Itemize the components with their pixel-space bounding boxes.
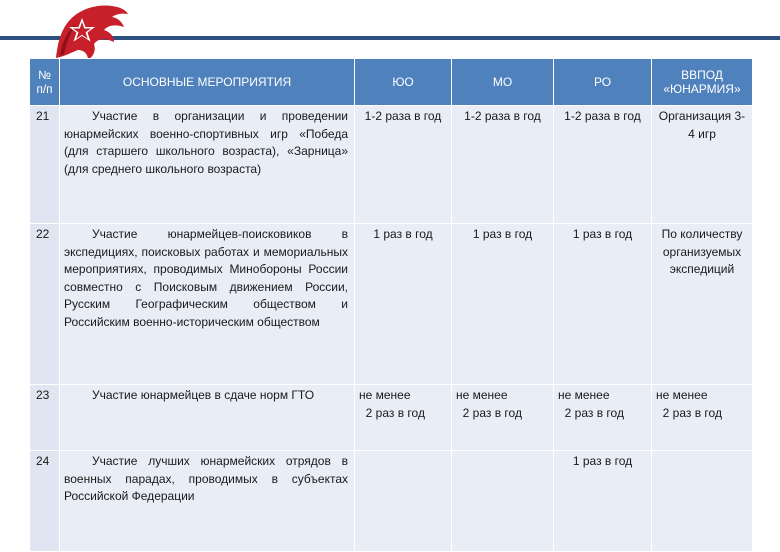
table-row [30, 385, 753, 451]
frequency-ro: 1 раз в год [554, 451, 652, 552]
frequency-mo: не менее 2 раз в год [452, 385, 554, 451]
table-row [30, 451, 753, 552]
events-table [29, 58, 753, 552]
col-header-event: ОСНОВНЫЕ МЕРОПРИЯТИЯ [60, 59, 355, 106]
frequency-ro: 1 раз в год [554, 224, 652, 385]
row-number: 21 [30, 106, 60, 224]
event-description: Участие юнармейцев-поисковиков в экспедициях, поисковых работах и мемориальных мероприятиях, проводимых Минобороны России совместно с Поисковым движением России, Русским Географическим обществом и Российским военно-историческим обществом [60, 224, 355, 385]
table-row [30, 106, 753, 224]
frequency-vvpod: не менее 2 раз в год [652, 385, 753, 451]
frequency-mo: 1-2 раза в год [452, 106, 554, 224]
col-header-num: № п/п [30, 59, 60, 106]
col-header-vvpod: ВВПОД «ЮНАРМИЯ» [652, 59, 753, 106]
event-description: Участие в организации и проведении юнармейских военно-спортивных игр «Победа (для старшего школьного возраста), «Зарница» (для среднего школьного возраста) [60, 106, 355, 224]
yunarmiya-logo-icon [48, 0, 130, 62]
col-header-ro: РО [554, 59, 652, 106]
frequency-mo [452, 451, 554, 552]
table-header-row [30, 59, 753, 106]
table-row [30, 224, 753, 385]
event-description: Участие юнармейцев в сдаче норм ГТО [60, 385, 355, 451]
event-description: Участие лучших юнармейских отрядов в военных парадах, проводимых в субъектах Российской Федерации [60, 451, 355, 552]
row-number: 22 [30, 224, 60, 385]
frequency-ro: 1-2 раза в год [554, 106, 652, 224]
header-title: Юнармейский кла... [624, 10, 772, 27]
frequency-vvpod [652, 451, 753, 552]
row-number: 24 [30, 451, 60, 552]
col-header-mo: МО [452, 59, 554, 106]
col-header-yuo: ЮО [355, 59, 452, 106]
row-number: 23 [30, 385, 60, 451]
frequency-yuo: не менее 2 раз в год [355, 385, 452, 451]
frequency-ro: не менее 2 раз в год [554, 385, 652, 451]
frequency-yuo: 1-2 раза в год [355, 106, 452, 224]
frequency-vvpod: Организация 3-4 игр [652, 106, 753, 224]
frequency-vvpod: По количеству организуемых экспедиций [652, 224, 753, 385]
frequency-mo: 1 раз в год [452, 224, 554, 385]
frequency-yuo [355, 451, 452, 552]
frequency-yuo: 1 раз в год [355, 224, 452, 385]
